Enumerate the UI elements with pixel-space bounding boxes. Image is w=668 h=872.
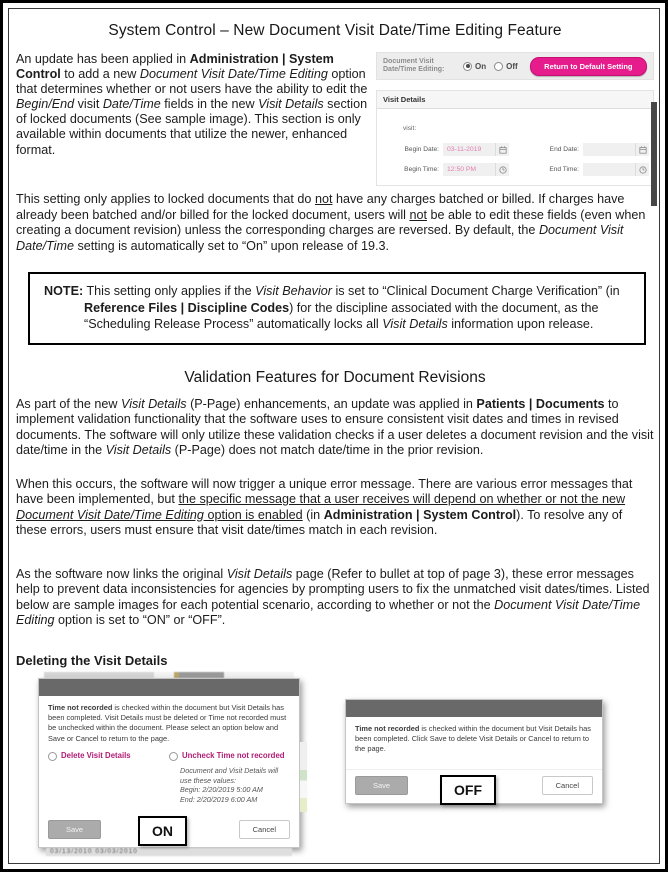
end-date-field[interactable] <box>583 143 649 156</box>
dialog-off-message: Time not recorded is checked within the document but Visit Details has been completed. Click Save to delete Visit Details or Cancel to return to the page. <box>355 723 591 754</box>
uncheck-time-option[interactable] <box>169 751 290 804</box>
end-date-label: End Date: <box>549 146 579 153</box>
background-artifact <box>300 742 307 812</box>
validation-heading: Validation Features for Document Revisions <box>184 368 486 386</box>
setting-toolbar <box>376 52 654 80</box>
intro-paragraph: An update has been applied in Administration | System Control to add a new Document Visit Date/Time Editing option that determines whether or not users have the ability to edit the Begin/End visit Date/Time fields in the new Visit Details section of locked documents (See sample image). This section is only available within documents that utilize the newer, enhanced format. <box>16 52 368 157</box>
end-time-field[interactable] <box>583 163 649 176</box>
dialog-title-bar <box>346 700 602 717</box>
calendar-icon[interactable] <box>495 143 509 156</box>
uncheck-option-label: Uncheck Time not recorded <box>182 751 285 761</box>
page-title: System Control – New Document Visit Date/Time Editing Feature <box>108 22 562 39</box>
radio-off-icon[interactable] <box>494 62 503 71</box>
validation-paragraph-2: When this occurs, the software will now trigger a unique error message. There are various error messages that have been implemented, but the specific message that a user receives will depend on whether or not the new Document Visit Date/Time Editing option is enabled (in Administration | System Control). To resolve any of these errors, users must ensure that visit date/times match in each revision. <box>16 476 633 537</box>
setting-label: Document Visit Date/Time Editing: <box>383 57 445 73</box>
delete-option-label: Delete Visit Details <box>61 751 131 761</box>
begin-date-field[interactable] <box>443 143 509 156</box>
document-page <box>16 14 654 862</box>
radio-on-icon[interactable] <box>463 62 472 71</box>
deleting-heading: Deleting the Visit Details <box>16 652 168 668</box>
visit-label: visit: <box>403 125 417 132</box>
visit-details-body <box>377 109 653 185</box>
date-row <box>377 143 649 156</box>
return-default-button[interactable]: Return to Default Setting <box>530 57 647 76</box>
dialog-title-bar <box>39 679 299 696</box>
background-dates-artifact: 03/13/2010 03/03/2010 <box>46 848 292 856</box>
settings-screenshot <box>376 52 654 186</box>
screenshot-edge-artifact <box>651 102 657 206</box>
dialog-on-options <box>48 751 290 804</box>
values-end: End: 2/20/2019 6:00 AM <box>180 794 258 804</box>
note-box: NOTE: This setting only applies if the Visit Behavior is set to “Clinical Document Charge Verification” (in Reference Files | Discipline Codes) for the discipline associated with the document, as the “Scheduling Release Process” automatically locks all Visit Details information upon release. <box>28 272 646 345</box>
dialog-on-message: Time not recorded is checked within the document but Visit Details has been completed. Visit Details must be deleted or Time not recorded must be unchecked within the document. Please select an option below and Save or Cancel to return to the page. <box>48 702 287 743</box>
time-row <box>377 163 649 176</box>
end-time-label: End Time: <box>549 166 579 173</box>
begin-time-field[interactable] <box>443 163 509 176</box>
dialog-on-screenshot <box>38 672 300 857</box>
validation-paragraph-3: As the software now links the original Visit Details page (Refer to bullet at top of page 3), these error messages help to prevent data inconsistencies for agencies by prompting users to fix the unmatched visit dates/times. Listed below are sample images for each potential scenario, according to whether or not the Document Visit Date/Time Editing option is set to “ON” or “OFF”. <box>16 566 650 627</box>
visit-details-header: Visit Details <box>377 91 653 109</box>
delete-visit-details-option[interactable] <box>48 751 169 804</box>
on-tag: ON <box>138 816 187 846</box>
intro-section <box>16 52 654 186</box>
dialog-off-screenshot <box>345 699 603 804</box>
values-intro: Document and Visit Details will use these values: <box>180 766 279 785</box>
radio-unchecked-icon[interactable] <box>48 752 57 761</box>
setting-radio-group <box>463 62 526 71</box>
radio-off-label: Off <box>506 61 518 71</box>
cancel-button[interactable]: Cancel <box>239 820 290 839</box>
values-begin: Begin: 2/20/2019 5:00 AM <box>180 785 263 795</box>
charges-paragraph: This setting only applies to locked documents that do not have any charges batched or billed. If charges have already been batched and/or billed for the locked document, users will not be able to edit these fields (even when creating a document revision) unless the corresponding charges are reversed. By default, the Document Visit Date/Time setting is automatically set to “On” upon release of 19.3. <box>16 192 646 253</box>
clock-icon[interactable] <box>635 163 649 176</box>
calendar-icon[interactable] <box>635 143 649 156</box>
visit-details-panel <box>376 90 654 186</box>
values-note <box>180 766 290 804</box>
validation-paragraph-1: As part of the new Visit Details (P-Page) enhancements, an update was applied in Patients | Documents to implement validation functionality that the software uses to ensure consistent visit dates and times in revised documents. The software will only utilize these validation checks if a user deletes a document revision and the visit date/time in the Visit Details (P-Page) does not match date/time in the prior revision. <box>16 396 654 457</box>
begin-time-value: 12:50 PM <box>447 166 477 173</box>
off-tag: OFF <box>440 775 496 805</box>
save-button[interactable]: Save <box>48 820 101 839</box>
save-button[interactable]: Save <box>355 776 408 795</box>
cancel-button[interactable]: Cancel <box>542 776 593 795</box>
sample-images-section <box>16 672 654 862</box>
radio-on-label: On <box>475 61 487 71</box>
clock-icon[interactable] <box>495 163 509 176</box>
begin-time-label: Begin Time: <box>404 166 439 173</box>
begin-date-value: 03-11-2019 <box>447 146 482 153</box>
radio-unchecked-icon[interactable] <box>169 752 178 761</box>
begin-date-label: Begin Date: <box>404 146 439 153</box>
